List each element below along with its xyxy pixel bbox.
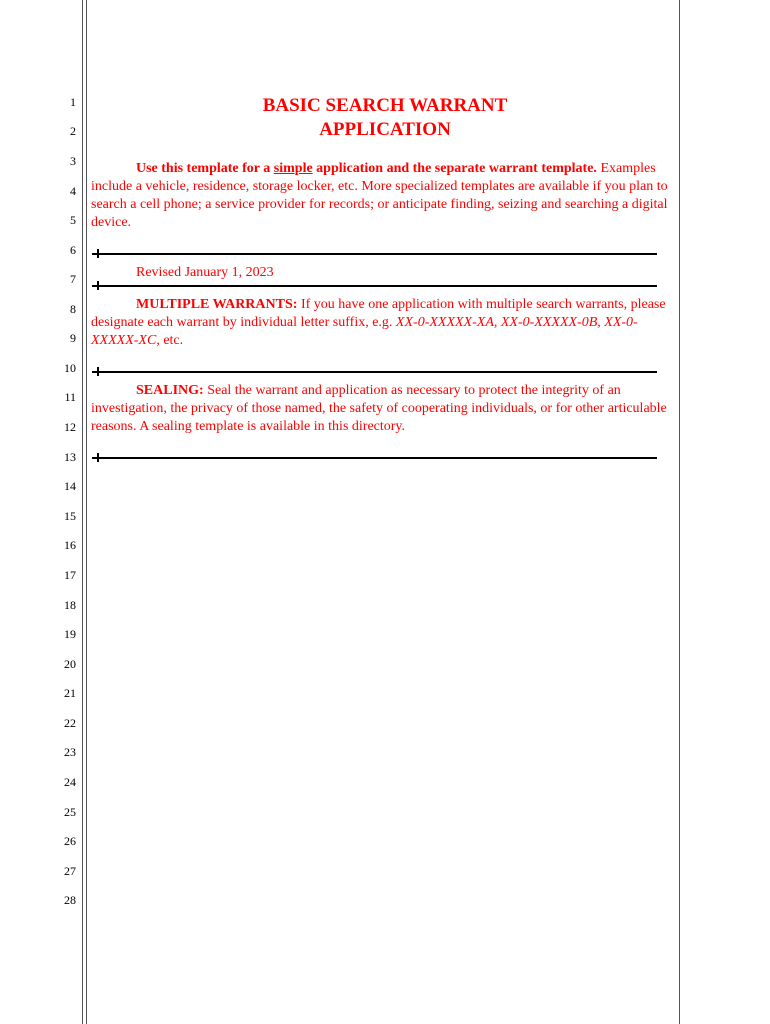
line-number: 15 [64, 509, 76, 523]
line-number: 19 [64, 627, 76, 641]
sealing-body: Seal the warrant and application as necessary to protect the integrity of an investigation, the privacy of those named, the safety of cooperating individuals, or for other articulable reasons. A sealing template is available in this directory. [91, 383, 667, 434]
line-number: 7 [70, 272, 76, 286]
line-number: 6 [70, 243, 76, 257]
line-number: 25 [64, 805, 76, 819]
section-divider [92, 253, 657, 255]
line-number: 20 [64, 657, 76, 671]
left-margin-rule-outer [82, 0, 83, 1024]
line-number: 4 [70, 184, 76, 198]
divider-tick [97, 453, 99, 462]
divider-tick [97, 249, 99, 258]
left-margin-rule-inner [86, 0, 87, 1024]
line-number: 8 [70, 302, 76, 316]
multiple-warrants-paragraph [91, 296, 671, 350]
section-divider [92, 457, 657, 459]
line-number: 12 [64, 420, 76, 434]
document-title [92, 94, 678, 142]
revised-date-paragraph [91, 264, 671, 282]
line-number: 24 [64, 775, 76, 789]
line-number: 26 [64, 834, 76, 848]
multiple-warrants-body: If you have one application with multiple search warrants, please designate each warrant by individual letter suffix, e.g. [91, 297, 666, 330]
section-divider [92, 285, 657, 287]
divider-tick [97, 367, 99, 376]
line-number: 18 [64, 598, 76, 612]
right-margin-rule [679, 0, 680, 1024]
title-line-1: BASIC SEARCH WARRANT [262, 95, 508, 116]
line-number: 27 [64, 864, 76, 878]
intro-paragraph [91, 160, 671, 232]
line-number: 17 [64, 568, 76, 582]
line-number: 11 [64, 390, 76, 404]
intro-lead-text-end: application and the separate warrant template. [312, 161, 597, 176]
line-number: 13 [64, 450, 76, 464]
line-number: 22 [64, 716, 76, 730]
revised-date: Revised January 1, 2023 [136, 265, 274, 280]
intro-emphasis-word: simple [273, 161, 313, 176]
multiple-warrants-heading: MULTIPLE WARRANTS: [136, 297, 298, 312]
sealing-heading: SEALING: [136, 383, 204, 398]
line-number: 23 [64, 745, 76, 759]
line-number-column [0, 0, 76, 1024]
multiple-warrants-body-end: , etc. [156, 333, 184, 348]
line-number: 1 [70, 95, 76, 109]
line-number: 5 [70, 213, 76, 227]
intro-lead-text: Use this template for a [136, 161, 274, 176]
intro-body-text: Examples include a vehicle, residence, storage locker, etc. More specialized templates are available if you plan to search a cell phone; a service provider for records; or anticipate finding, seizing and searching a digital device. [91, 161, 668, 230]
line-number: 9 [70, 331, 76, 345]
title-line-2: APPLICATION [319, 119, 451, 140]
line-number: 14 [64, 479, 76, 493]
sealing-paragraph [91, 382, 671, 436]
line-number: 21 [64, 686, 76, 700]
line-number: 3 [70, 154, 76, 168]
line-number: 10 [64, 361, 76, 375]
line-number: 2 [70, 124, 76, 138]
warrant-suffix-examples: XX-0-XXXXX-XA, XX-0-XXXXX-0B, XX-0-XXXXX-XC [91, 315, 638, 348]
section-divider [92, 371, 657, 373]
divider-tick [97, 281, 99, 290]
line-number: 16 [64, 538, 76, 552]
line-number: 28 [64, 893, 76, 907]
